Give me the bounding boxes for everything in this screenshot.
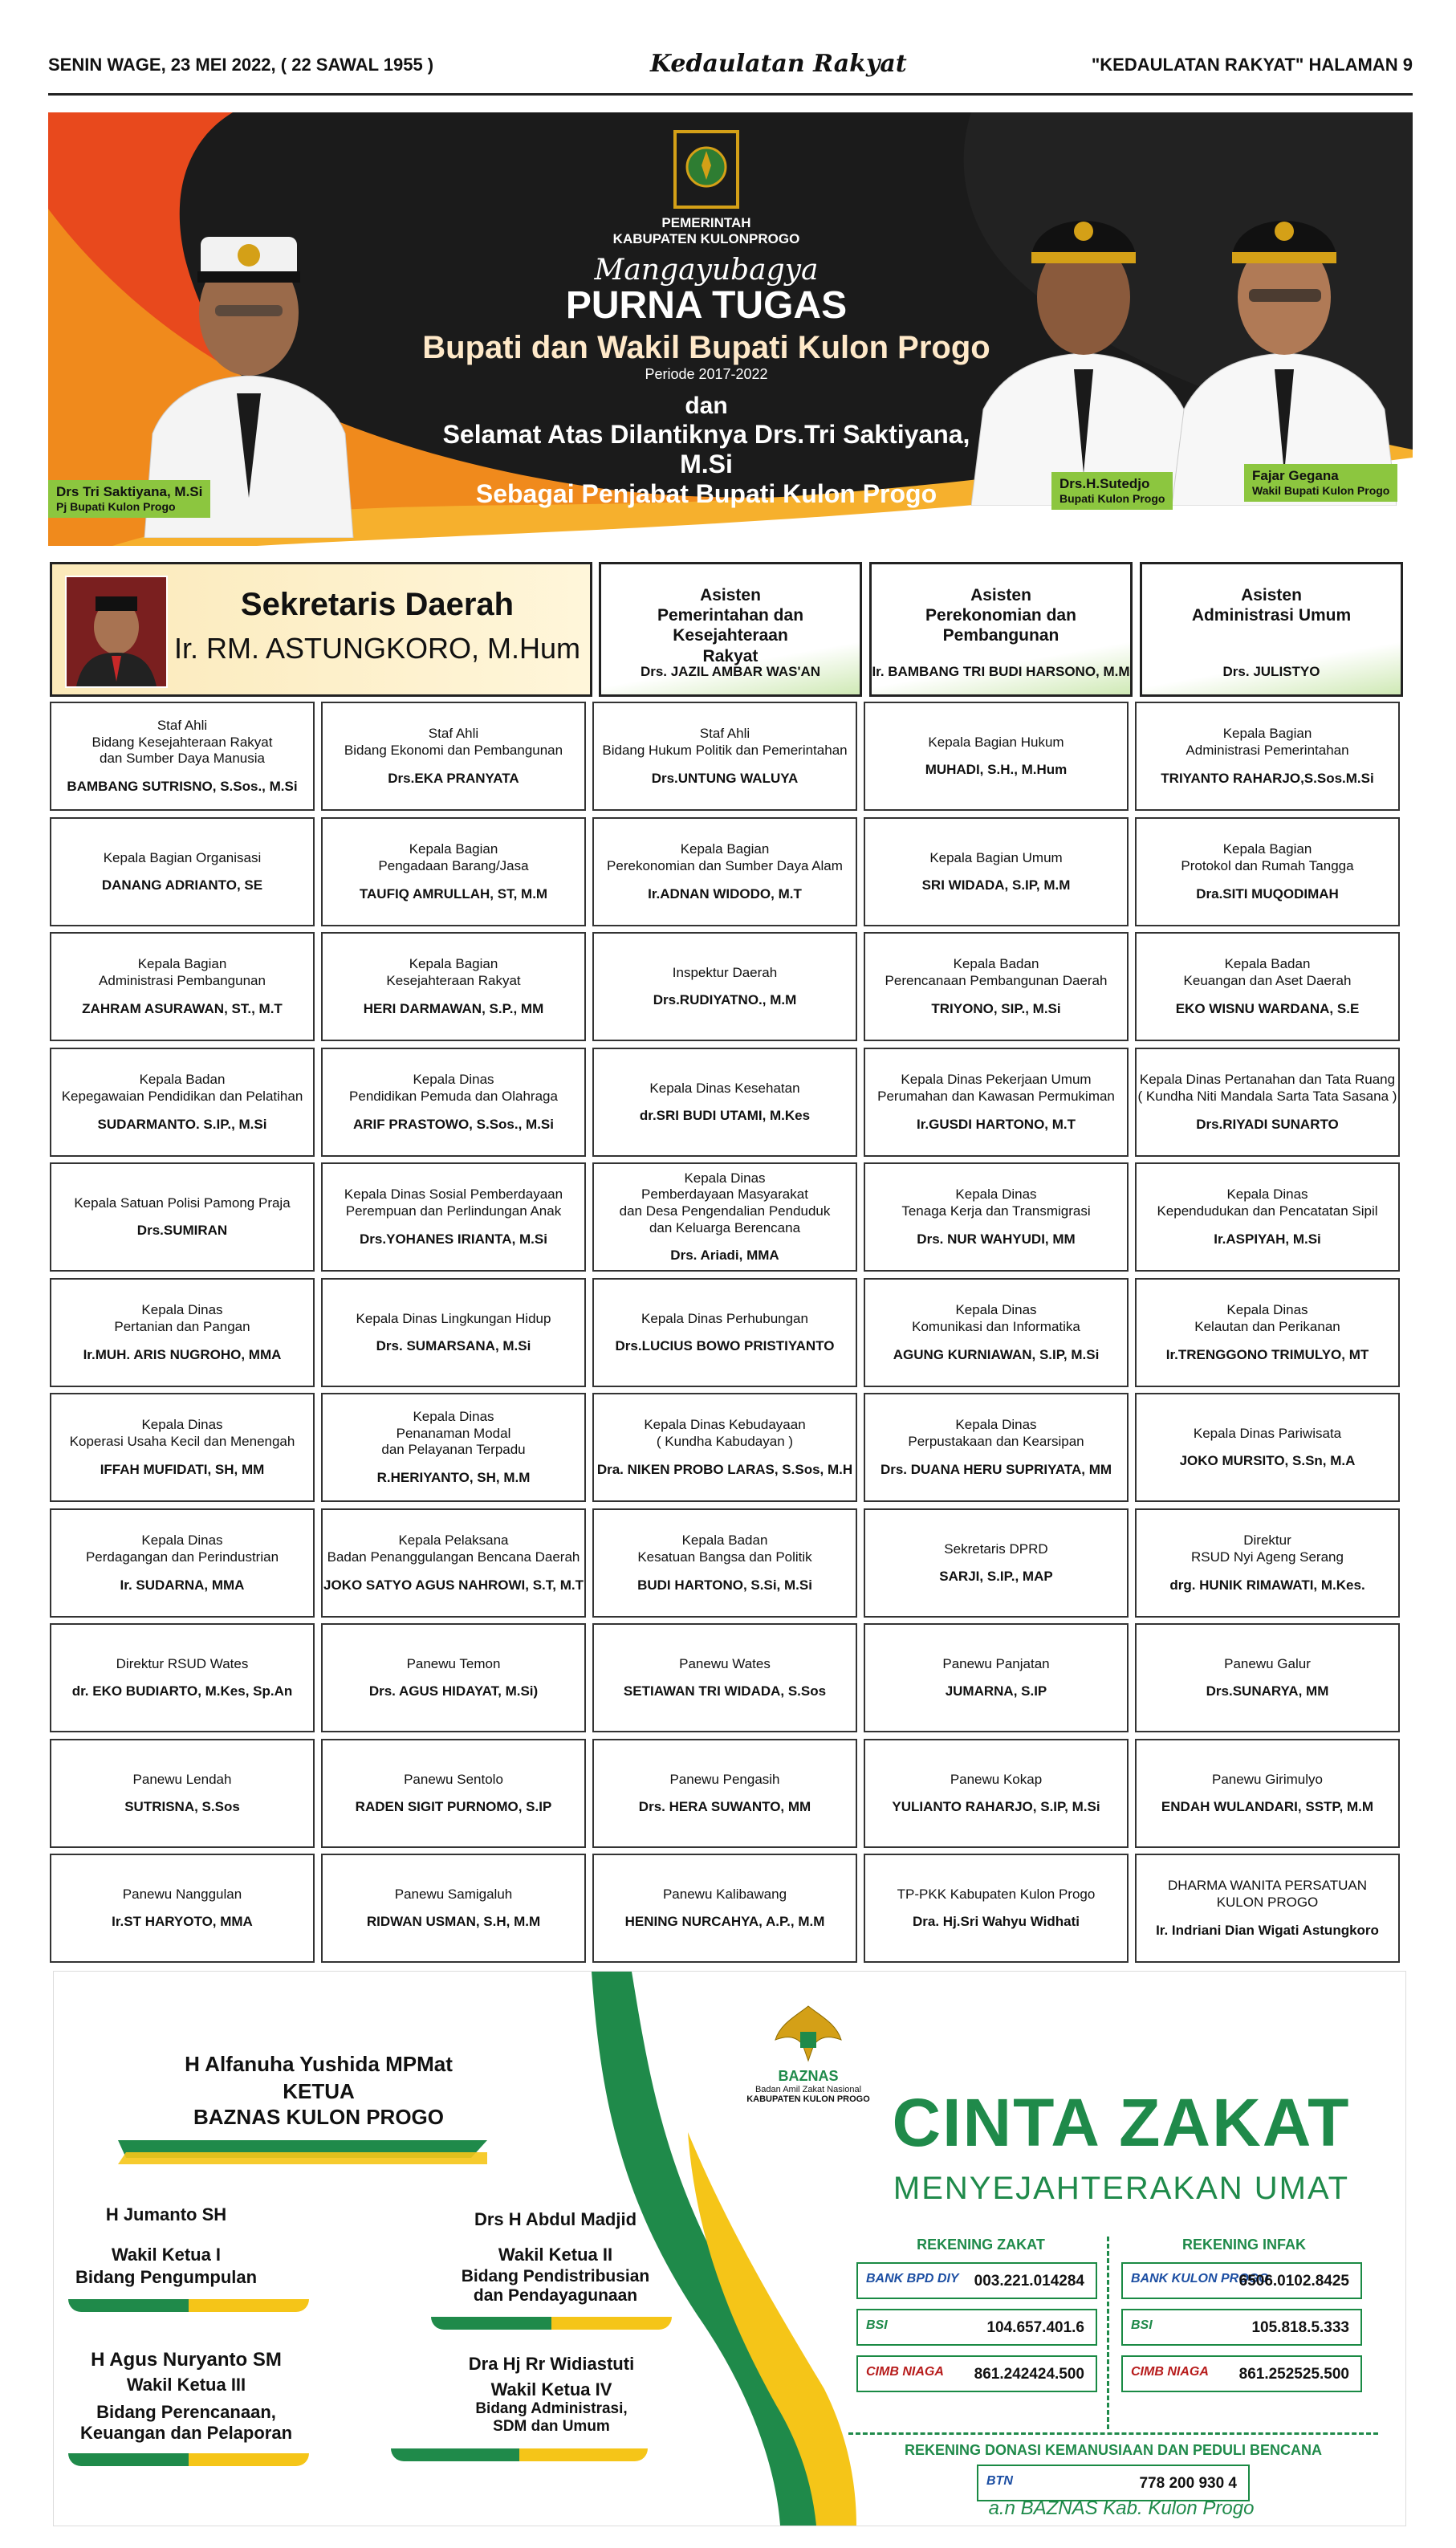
official-position: Kepala Bagian Organisasi [103, 849, 262, 865]
official-position: Panewu Girimulyo [1212, 1771, 1323, 1787]
official-name: RIDWAN USMAN, S.H, M.M [366, 1914, 541, 1930]
dan-label: dan [685, 393, 728, 419]
w1-underline [68, 2299, 309, 2312]
official-cell [592, 1048, 857, 1157]
official-cell [321, 1048, 586, 1157]
official-cell [864, 1162, 1129, 1272]
official-cell [592, 1508, 857, 1618]
official-name: R.HERIYANTO, SH, M.M [376, 1470, 531, 1486]
purna-tugas-banner [48, 112, 1413, 546]
w1-name: H Jumanto SH [105, 2204, 227, 2224]
official-position: Kepala Dinas Tenaga Kerja dan Transmigrasi [901, 1186, 1091, 1219]
official-name: JOKO SATYO AGUS NAHROWI, S.T, M.T [323, 1577, 584, 1593]
issue-date: SENIN WAGE, 23 MEI 2022, ( 22 SAWAL 1955 ) [48, 55, 434, 75]
official-cell [321, 817, 586, 926]
official-name: SRI WIDADA, S.IP, M.M [921, 877, 1071, 893]
purna-tugas-title: PURNA TUGAS [565, 284, 848, 327]
official-name: Ir. SUDARNA, MMA [120, 1577, 245, 1593]
official-cell [592, 1278, 857, 1387]
official-cell [592, 1162, 857, 1272]
w4-underline [391, 2448, 648, 2461]
official-position: Kepala Badan Kepegawaian Pendidikan dan Pelatihan [61, 1072, 303, 1104]
baznas-logo-sub1: Badan Amil Zakat Nasional [754, 2085, 862, 2094]
official-name: SETIAWAN TRI WIDADA, S.Sos [623, 1683, 827, 1699]
official-cell [1135, 1162, 1400, 1272]
official-name: Drs.RIYADI SUNARTO [1196, 1116, 1339, 1132]
bank-account [1121, 2309, 1362, 2346]
account-number: 861.252525.500 [1238, 2366, 1349, 2383]
wakil-bupati-caption: Fajar Gegana Wakil Bupati Kulon Progo [1244, 464, 1397, 502]
official-name: JOKO MURSITO, S.Sn, M.A [1179, 1453, 1356, 1469]
official-position: Panewu Temon [406, 1655, 501, 1671]
official-position: Panewu Lendah [132, 1771, 232, 1787]
official-name: Ir.TRENGGONO TRIMULYO, MT [1165, 1346, 1369, 1362]
sekda-box [50, 562, 592, 697]
w3-name: H Agus Nuryanto SM [91, 2349, 282, 2371]
official-position: Kepala Dinas Pekerjaan Umum Perumahan dan Kawasan Permukiman [877, 1072, 1115, 1104]
w3-role: Wakil Ketua III [126, 2375, 246, 2395]
official-name: Dra. NIKEN PROBO LARAS, S.Sos, M.H [596, 1461, 853, 1477]
official-name: HENING NURCAHYA, A.P., M.M [624, 1914, 825, 1930]
official-name: Drs. AGUS HIDAYAT, M.Si) [368, 1683, 539, 1699]
asisten-name: Drs. JAZIL AMBAR WAS'AN [640, 664, 821, 679]
official-position: Kepala Badan Kesatuan Bangsa dan Politik [637, 1532, 812, 1565]
ketua-name: H Alfanuha Yushida MPMat [185, 2052, 453, 2076]
official-position: Panewu Kokap [950, 1771, 1043, 1787]
official-cell [864, 932, 1129, 1041]
official-cell [864, 1854, 1129, 1963]
official-position: Kepala Bagian Pengadaan Barang/Jasa [378, 841, 529, 873]
official-position: Panewu Nanggulan [122, 1886, 242, 1902]
official-position: Kepala Dinas Pemberdayaan Masyarakat dan Desa Pengendalian Penduduk dan Keluarga Berencana [619, 1170, 831, 1235]
w2-role: Wakil Ketua II [498, 2245, 613, 2265]
menyejahterakan-title: MENYEJAHTERAKAN UMAT [893, 2171, 1350, 2206]
account-number: 104.657.401.6 [986, 2319, 1084, 2336]
official-cell [321, 1393, 586, 1502]
official-name: SUTRISNA, S.Sos [124, 1799, 240, 1815]
official-name: TAUFIQ AMRULLAH, ST, M.M [359, 885, 548, 902]
official-name: Drs.RUDIYATNO., M.M [653, 992, 797, 1008]
rekening-zakat-label: REKENING ZAKAT [917, 2237, 1045, 2253]
official-position: Inspektur Daerah [672, 964, 778, 980]
newspaper-logo: Kedaulatan Rakyat [650, 50, 907, 78]
official-name: ZAHRAM ASURAWAN, ST., M.T [82, 1000, 283, 1016]
official-cell [321, 702, 586, 811]
baznas-logo-name: BAZNAS [778, 2068, 839, 2084]
official-cell [1135, 1739, 1400, 1848]
btn-account-number: 778 200 930 4 [1139, 2475, 1237, 2492]
cinta-zakat-title: CINTA ZAKAT [892, 2085, 1351, 2160]
official-name: Ir.GUSDI HARTONO, M.T [916, 1116, 1076, 1132]
bank-account [1121, 2262, 1362, 2299]
regency-label: KABUPATEN KULONPROGO [612, 231, 800, 246]
bank-name: BSI [866, 2318, 888, 2332]
official-position: Kepala Dinas Perhubungan [641, 1310, 808, 1326]
bank-name: BANK BPD DIY [866, 2272, 959, 2285]
official-position: Panewu Kalibawang [662, 1886, 787, 1902]
official-cell [1135, 817, 1400, 926]
masthead [48, 48, 1413, 96]
official-position: Kepala Dinas Kependudukan dan Pencatatan Sipil [1157, 1186, 1378, 1219]
banner-title-block [417, 130, 995, 509]
official-position: Kepala Dinas Pertanahan dan Tata Ruang ( Kundha Niti Mandala Sarta Tata Sasana ) [1137, 1072, 1397, 1104]
official-cell [50, 1278, 315, 1387]
official-name: Ir.ADNAN WIDODO, M.T [648, 885, 802, 902]
official-cell [592, 932, 857, 1041]
official-name: drg. HUNIK RIMAWATI, M.Kes. [1169, 1577, 1365, 1593]
official-cell [864, 1739, 1129, 1848]
official-cell [50, 817, 315, 926]
w1-role: Wakil Ketua I [111, 2245, 222, 2265]
page-number: "KEDAULATAN RAKYAT" HALAMAN 9 [1091, 55, 1413, 75]
official-name: ENDAH WULANDARI, SSTP, M.M [1161, 1799, 1374, 1815]
w1-division: Bidang Pengumpulan [75, 2267, 258, 2287]
asisten-title: Asisten Perekonomian dan Pembangunan [925, 586, 1076, 645]
asisten-name: Ir. BAMBANG TRI BUDI HARSONO, M.M [872, 664, 1130, 679]
w4-division: Bidang Administrasi, SDM dan Umum [475, 2400, 628, 2435]
official-position: Staf Ahli Bidang Kesejahteraan Rakyat dan Sumber Daya Manusia [92, 717, 273, 767]
official-name: Drs. DUANA HERU SUPRIYATA, MM [880, 1461, 1112, 1477]
official-position: Kepala Dinas Koperasi Usaha Kecil dan Menengah [69, 1417, 295, 1449]
account-number: 003.221.014284 [974, 2273, 1084, 2290]
congrats-line-2: Sebagai Penjabat Bupati Kulon Progo [475, 479, 937, 508]
official-name: HERI DARMAWAN, S.P., MM [363, 1000, 544, 1016]
bank-account [856, 2355, 1097, 2392]
banner-subtitle: Bupati dan Wakil Bupati Kulon Progo [422, 330, 990, 365]
official-position: Direktur RSUD Nyi Ageng Serang [1191, 1532, 1344, 1565]
official-position: Panewu Panjatan [942, 1655, 1050, 1671]
kulon-progo-emblem [673, 130, 739, 209]
official-position: Sekretaris DPRD [944, 1541, 1048, 1557]
official-cell [50, 1162, 315, 1272]
w4-role: Wakil Ketua IV [490, 2379, 612, 2399]
official-cell [321, 1162, 586, 1272]
rekening-divider [1107, 2237, 1109, 2429]
official-name: EKO WISNU WARDANA, S.E [1175, 1000, 1360, 1016]
official-cell [50, 1623, 315, 1732]
bank-name: CIMB NIAGA [866, 2365, 944, 2379]
official-position: Kepala Dinas Sosial Pemberdayaan Perempuan dan Perlindungan Anak [344, 1186, 563, 1219]
official-cell [1135, 1854, 1400, 1963]
official-cell [1135, 1508, 1400, 1618]
official-name: Ir.ASPIYAH, M.Si [1214, 1231, 1321, 1247]
official-position: Kepala Dinas Pariwisata [1193, 1425, 1342, 1441]
official-position: Panewu Pengasih [669, 1771, 780, 1787]
official-name: DANANG ADRIANTO, SE [101, 877, 263, 893]
official-name: Drs.UNTUNG WALUYA [651, 770, 799, 786]
official-position: Kepala Dinas Kesehatan [649, 1080, 800, 1096]
official-name: Drs. Ariadi, MMA [670, 1248, 779, 1264]
official-name: Drs. HERA SUWANTO, MM [638, 1799, 811, 1815]
official-position: DHARMA WANITA PERSATUAN KULON PROGO [1167, 1878, 1368, 1910]
official-name: Drs.EKA PRANYATA [388, 770, 519, 786]
official-cell [864, 817, 1129, 926]
sekda-title: Sekretaris Daerah [240, 587, 514, 622]
asisten-box [599, 562, 862, 697]
asisten-box [869, 562, 1133, 697]
official-name: TRIYANTO RAHARJO,S.Sos.M.Si [1161, 770, 1374, 786]
w2-name: Drs H Abdul Madjid [474, 2209, 637, 2229]
sekda-photo [65, 576, 168, 688]
pj-bupati-caption: Drs Tri Saktiyana, M.Si Pj Bupati Kulon Progo [48, 480, 210, 518]
official-position: Kepala Bagian Kesejahteraan Rakyat [386, 956, 521, 988]
wakil-bupati-photo [1172, 169, 1397, 506]
account-number: 861.242424.500 [974, 2366, 1084, 2383]
official-cell [1135, 1278, 1400, 1387]
mangayubagya: Mangayubagya [594, 254, 819, 287]
official-cell [1135, 1048, 1400, 1157]
official-position: Kepala Dinas Pendidikan Pemuda dan Olahraga [349, 1072, 558, 1104]
official-name: JUMARNA, S.IP [945, 1683, 1047, 1699]
ketua-role: KETUA [283, 2079, 355, 2103]
official-cell [321, 1508, 586, 1618]
official-name: Drs.YOHANES IRIANTA, M.Si [360, 1231, 547, 1247]
official-cell [864, 1048, 1129, 1157]
official-name: dr. EKO BUDIARTO, M.Kes, Sp.An [71, 1683, 293, 1699]
official-cell [321, 932, 586, 1041]
official-cell [321, 1623, 586, 1732]
asisten-title: Asisten Administrasi Umum [1191, 586, 1352, 625]
official-position: Staf Ahli Bidang Ekonomi dan Pembangunan [344, 726, 563, 758]
official-cell [50, 1508, 315, 1618]
official-position: Kepala Pelaksana Badan Penanggulangan Bencana Daerah [327, 1532, 580, 1565]
official-cell [592, 817, 857, 926]
official-position: Kepala Dinas Perpustakaan dan Kearsipan [908, 1417, 1084, 1449]
official-cell [1135, 1393, 1400, 1502]
official-name: YULIANTO RAHARJO, S.IP, M.Si [892, 1799, 1100, 1815]
official-position: Panewu Samigaluh [394, 1886, 513, 1902]
official-cell [321, 1854, 586, 1963]
official-name: Drs.LUCIUS BOWO PRISTIYANTO [615, 1338, 835, 1354]
official-position: Kepala Dinas Komunikasi dan Informatika [912, 1302, 1080, 1334]
official-name: Dra.SITI MUQODIMAH [1196, 885, 1339, 902]
account-number: 105.818.5.333 [1251, 2319, 1349, 2336]
official-cell [864, 1623, 1129, 1732]
official-cell [50, 932, 315, 1041]
asisten-name: Drs. JULISTYO [1222, 664, 1320, 679]
bank-account [1121, 2355, 1362, 2392]
bank-name: BANK KULON PROGO [1131, 2272, 1269, 2285]
bank-account [856, 2262, 1097, 2299]
ketua-org: BAZNAS KULON PROGO [193, 2105, 444, 2129]
official-position: Kepala Dinas Kebudayaan ( Kundha Kabudayan ) [644, 1417, 806, 1449]
official-name: SARJI, S.IP., MAP [939, 1569, 1053, 1585]
official-cell [50, 1048, 315, 1157]
gov-label: PEMERINTAH [661, 215, 751, 230]
official-name: AGUNG KURNIAWAN, S.IP, M.Si [893, 1346, 1100, 1362]
official-name: dr.SRI BUDI UTAMI, M.Kes [639, 1108, 811, 1124]
official-name: TRIYONO, SIP., M.Si [931, 1000, 1061, 1016]
official-cell [592, 1623, 857, 1732]
official-position: Kepala Dinas Penanaman Modal dan Pelayanan Terpadu [381, 1408, 526, 1458]
official-cell [864, 1508, 1129, 1618]
official-position: Kepala Dinas Lingkungan Hidup [356, 1310, 551, 1326]
official-position: Direktur RSUD Wates [116, 1655, 249, 1671]
official-name: Drs. SUMARSANA, M.Si [376, 1338, 531, 1354]
official-position: Kepala Satuan Polisi Pamong Praja [74, 1195, 291, 1211]
asisten-box [1140, 562, 1403, 697]
official-position: Kepala Dinas Kelautan dan Perikanan [1194, 1302, 1340, 1334]
official-name: ARIF PRASTOWO, S.Sos., M.Si [353, 1116, 554, 1132]
official-name: IFFAH MUFIDATI, SH, MM [100, 1461, 265, 1477]
official-cell [50, 1393, 315, 1502]
official-name: MUHADI, S.H., M.Hum [925, 762, 1068, 778]
official-position: Panewu Sentolo [404, 1771, 503, 1787]
official-position: Kepala Badan Keuangan dan Aset Daerah [1183, 956, 1352, 988]
official-name: Ir.MUH. ARIS NUGROHO, MMA [83, 1346, 282, 1362]
w3-underline [68, 2453, 309, 2466]
official-cell [1135, 1623, 1400, 1732]
official-position: Kepala Bagian Hukum [928, 734, 1064, 750]
w4-name: Dra Hj Rr Widiastuti [468, 2354, 635, 2374]
official-position: Kepala Bagian Administrasi Pemerintahan [1186, 726, 1349, 758]
official-cell [1135, 932, 1400, 1041]
garuda-icon [772, 2000, 844, 2064]
official-position: Kepala Badan Perencanaan Pembangunan Daerah [885, 956, 1108, 988]
account-holder: a.n BAZNAS Kab. Kulon Progo [988, 2497, 1255, 2519]
official-cell [592, 1739, 857, 1848]
official-position: Kepala Bagian Perekonomian dan Sumber Daya Alam [607, 841, 843, 873]
w2-underline [431, 2317, 672, 2330]
official-name: Ir. Indriani Dian Wigati Astungkoro [1156, 1922, 1379, 1938]
official-position: Kepala Dinas Pertanian dan Pangan [114, 1302, 250, 1334]
official-cell [321, 1739, 586, 1848]
bupati-caption: Drs.H.Sutedjo Bupati Kulon Progo [1051, 472, 1173, 510]
official-cell [50, 1854, 315, 1963]
account-number: 6506.0102.8425 [1238, 2273, 1349, 2290]
official-cell [1135, 702, 1400, 811]
donasi-label: REKENING DONASI KEMANUSIAAN DAN PEDULI BENCANA [904, 2442, 1323, 2458]
donasi-divider [848, 2432, 1378, 2435]
bupati-photo [971, 169, 1196, 506]
congrats-line-1: Selamat Atas Dilantiknya Drs.Tri Saktiyana, M.Si [442, 420, 970, 478]
official-cell [592, 702, 857, 811]
btn-bank-name: BTN [986, 2474, 1013, 2488]
official-position: Kepala Bagian Umum [929, 849, 1063, 865]
asisten-title: Asisten Pemerintahan dan Kesejahteraan Rakyat [657, 586, 804, 665]
official-cell [50, 702, 315, 811]
official-cell [321, 1278, 586, 1387]
w2-division: Bidang Pendistribusian dan Pendayagunaan [461, 2267, 650, 2305]
official-position: TP-PKK Kabupaten Kulon Progo [897, 1886, 1096, 1902]
official-name: Ir.ST HARYOTO, MMA [112, 1914, 253, 1930]
baznas-advert [53, 1971, 1406, 2526]
official-cell [864, 1393, 1129, 1502]
bank-account [856, 2309, 1097, 2346]
official-name: RADEN SIGIT PURNOMO, S.IP [355, 1799, 552, 1815]
official-name: Dra. Hj.Sri Wahyu Widhati [913, 1914, 1080, 1930]
w3-division: Bidang Perencanaan, Keuangan dan Pelaporan [79, 2402, 293, 2443]
official-name: Drs.SUNARYA, MM [1206, 1683, 1329, 1699]
official-cell [864, 702, 1129, 811]
sekda-name: Ir. RM. ASTUNGKORO, M.Hum [173, 632, 581, 665]
official-name: Drs. NUR WAHYUDI, MM [917, 1231, 1076, 1247]
bank-name: CIMB NIAGA [1131, 2365, 1209, 2379]
official-position: Panewu Wates [679, 1655, 771, 1671]
official-name: Drs.SUMIRAN [136, 1223, 228, 1239]
official-cell [592, 1393, 857, 1502]
baznas-logo-sub2: KABUPATEN KULON PROGO [746, 2094, 870, 2104]
official-name: BAMBANG SUTRISNO, S.Sos., M.Si [67, 779, 298, 795]
official-position: Kepala Bagian Protokol dan Rumah Tangga [1181, 841, 1354, 873]
official-cell [592, 1854, 857, 1963]
official-cell [864, 1278, 1129, 1387]
official-position: Staf Ahli Bidang Hukum Politik dan Pemerintahan [602, 726, 848, 758]
rekening-infak-label: REKENING INFAK [1181, 2237, 1306, 2253]
official-name: BUDI HARTONO, S.Si, M.Si [637, 1577, 812, 1593]
official-name: SUDARMANTO. S.IP., M.Si [97, 1116, 267, 1132]
official-cell [50, 1739, 315, 1848]
official-position: Kepala Dinas Perdagangan dan Perindustrian [85, 1532, 279, 1565]
btn-account [977, 2465, 1250, 2501]
periode: Periode 2017-2022 [645, 366, 768, 382]
bank-name: BSI [1131, 2318, 1153, 2332]
official-position: Kepala Bagian Administrasi Pembangunan [99, 956, 266, 988]
official-position: Panewu Galur [1224, 1655, 1311, 1671]
